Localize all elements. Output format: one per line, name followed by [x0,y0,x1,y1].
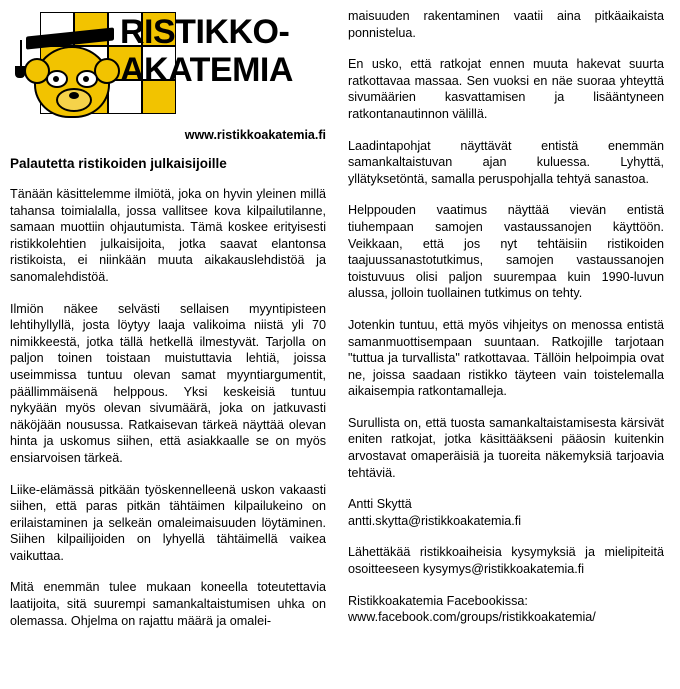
left-column [10,8,326,689]
body-paragraph: Surullista on, että tuosta samankaltaistamisesta kärsivät eniten ratkojat, jotka käsittääkseni pääosin kuitenkin arvostavat omaperäisiä ja tuoreita näkemyksiä tarjoavia tehtäviä. [348,415,664,480]
logo-wordmark-line1: RISTIKKO- [120,13,290,51]
body-paragraph: En usko, että ratkojat ennen muuta hakevat suurta ratkottavaa massaa. Sen vuoksi en näe suoraa yhteyttä sivumäärien kasvattamisen ja lisääntyneen ratkontanautinnon välillä. [348,57,664,121]
mascot-face [34,46,110,118]
body-paragraph: maisuuden rakentaminen vaatii aina pitkäaikaista ponnistelua. [348,9,664,40]
logo [10,8,326,128]
body-paragraph: Liike-elämässä pitkään työskennelleenä uskon vakaasti siihen, että paras pitkän tähtäimen kilpailukeino on erilaistaminen ja selkeän omaleimaisuuden löytäminen. Siihen kilpailijoiden on lyhyellä tähtäimellä vaikea vaikuttaa. [10,482,326,563]
two-column-layout [10,8,670,689]
logo-wordmark [120,14,293,88]
page-title: Palautetta ristikoiden julkaisijoille [10,156,227,171]
signature-name: Antti Skyttä [348,497,412,512]
signature-email[interactable]: antti.skytta@ristikkoakatemia.fi [348,513,522,528]
facebook-label: Ristikkoakatemia Facebookissa: [348,593,528,608]
body-paragraph: Jotenkin tuntuu, että myös vihjeitys on menossa entistä samanmuottisempaan suuntaan. Ratkojille tarjotaan "tuttua ja turvallista" ratkottavaa. Tällöin helpoimpia ovat ne, joissa saadaan ristikko täyteen vain toistelemalla aikaisempia ratkontamalleja. [348,317,664,399]
body-paragraph: Tänään käsittelemme ilmiötä, joka on hyvin yleinen millä tahansa toimialalla, jossa vallitsee kova kilpailutilanne, samaan muottiin ohjautumista. Tämä koskee erityisesti ristikkolehtien julkaisijoita, jotka saavat elantonsa ristikoista, ei niinkään muuta aikakauslehdistöä ja sanomalehdistöä. [10,187,326,284]
facebook-url[interactable]: www.facebook.com/groups/ristikkoakatemia/ [348,610,596,625]
body-paragraph: Ilmiön näkee selvästi sellaisen myyntipisteen lehtihyllyllä, josta löytyy laaja valikoima niistä yli 70 nimikkeestä, jotka tällä hetkellä ilmestyvät. Tarjolla on paljon toinen toistaan muistuttavia lehtiä, joissa useimmissa tuntuu olevan samat myyntiargumentit, päällimmäisenä helppous. Yksi keskeisiä tuntuu nykyään myös olevan sivumäärä, joka on jatkuvasti näköjään nousussa. Ratkaisevan tärkeä näyttää olevan hinta ja uskomus siihen, että asiakkaalle se on myös ensiarvoisen tärkeä. [10,301,326,465]
masthead [10,8,326,148]
contact-paragraph: Lähettäkää ristikkoaiheisia kysymyksiä ja mielipiteitä osoitteeseen kysymys@ristikkoakatemia.fi [348,545,664,577]
logo-wordmark-line2: AKATEMIA [120,51,293,89]
owl-mascot-icon [16,26,124,122]
body-paragraph: Laadintapohjat näyttävät entistä enemmän samankaltaistuvan ajan kuluessa. Lyhyttä, yllätyksetöntä, samalla peruspohjalla tehtyä sanastoa. [348,138,664,186]
right-column [348,8,664,689]
body-paragraph: Mitä enemmän tulee mukaan koneella toteutettavia laatijoita, sitä suurempi samankaltaistumisen uhka on olemassa. Ohjelma on rajattu määrä ja omalei- [10,580,326,628]
body-paragraph: Helppouden vaatimus näyttää vievän entistä tiuhempaan samojen vastaussanojen käyttöön. Veikkaan, että jos nyt tehtäisiin ristikoiden taajuussanastotutkimus, samojen vastaussanojen toistuvuus olisi paljon suurempaa kuin 1990-luvun alussa, jolloin tuollainen tutkimus on tehty. [348,203,664,301]
website-url[interactable]: www.ristikkoakatemia.fi [184,128,326,142]
